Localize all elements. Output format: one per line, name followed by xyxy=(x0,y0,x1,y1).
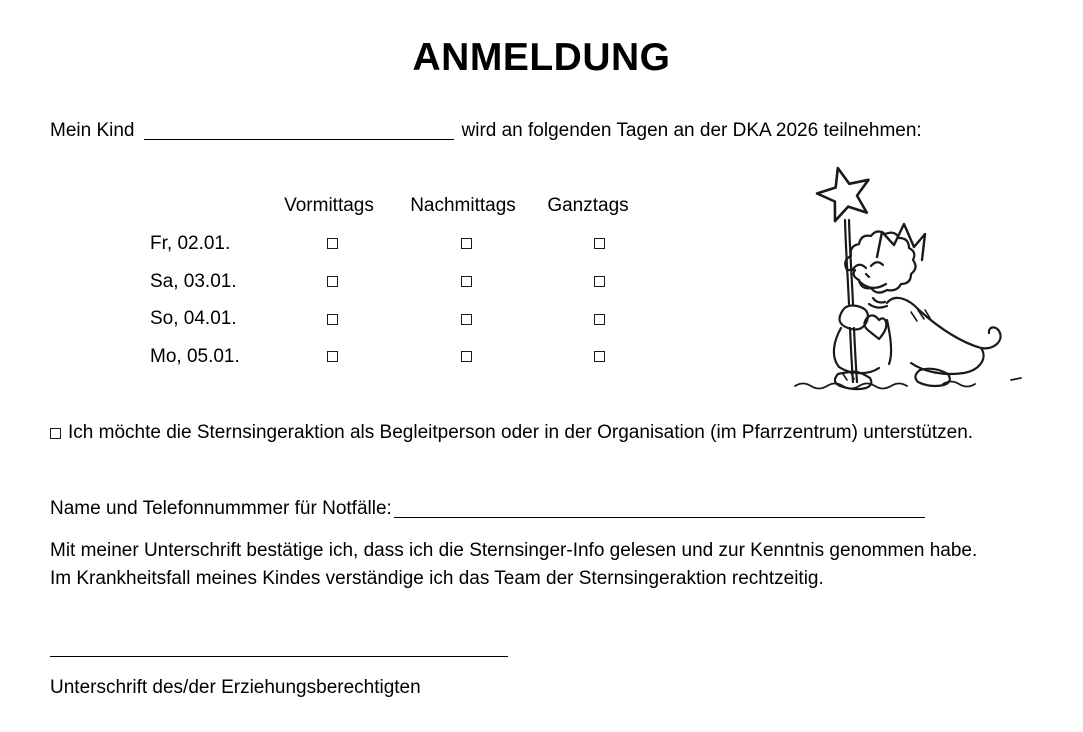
signature-field[interactable] xyxy=(50,656,508,657)
declaration-line-1: Mit meiner Unterschrift bestätige ich, dass ich die Sternsinger-Info gelesen und zur Kenntnis genommen habe. xyxy=(50,540,978,561)
checkbox-fr-nachmittags[interactable] xyxy=(461,238,472,249)
checkbox-so-ganztags[interactable] xyxy=(594,314,605,325)
sternsinger-illustration xyxy=(783,160,1033,395)
checkbox-sa-ganztags[interactable] xyxy=(594,276,605,287)
column-header-vormittags: Vormittags xyxy=(284,195,374,216)
ground-squiggle xyxy=(795,378,1021,389)
child-figure xyxy=(834,224,1001,389)
checkbox-mo-ganztags[interactable] xyxy=(594,351,605,362)
signature-caption: Unterschrift des/der Erziehungsberechtigten xyxy=(50,677,421,698)
child-name-suffix: wird an folgenden Tagen an der DKA 2026 teilnehmen: xyxy=(461,120,922,141)
checkbox-fr-ganztags[interactable] xyxy=(594,238,605,249)
helper-option-label: Ich möchte die Sternsingeraktion als Begleitperson oder in der Organisation (im Pfarrzentrum) unterstützen. xyxy=(68,422,974,443)
emergency-contact-line xyxy=(50,498,925,520)
emergency-contact-field[interactable] xyxy=(394,503,925,518)
day-label-so-0401: So, 04.01. xyxy=(150,308,237,329)
child-name-prefix: Mein Kind xyxy=(50,120,135,141)
checkbox-sa-nachmittags[interactable] xyxy=(461,276,472,287)
page-title: ANMELDUNG xyxy=(412,36,671,79)
day-label-mo-0501: Mo, 05.01. xyxy=(150,346,240,367)
checkbox-so-nachmittags[interactable] xyxy=(461,314,472,325)
checkbox-fr-vormittags[interactable] xyxy=(327,238,338,249)
child-name-line xyxy=(50,120,922,142)
child-name-field[interactable] xyxy=(144,125,454,140)
helper-option-line xyxy=(50,422,973,444)
emergency-contact-label: Name und Telefonnummmer für Notfälle: xyxy=(50,498,392,519)
day-label-sa-0301: Sa, 03.01. xyxy=(150,271,237,292)
checkbox-mo-nachmittags[interactable] xyxy=(461,351,472,362)
declaration-paragraph xyxy=(50,537,977,592)
checkbox-mo-vormittags[interactable] xyxy=(327,351,338,362)
checkbox-begleitperson[interactable] xyxy=(50,428,61,439)
column-header-nachmittags: Nachmittags xyxy=(410,195,516,216)
star-staff-icon xyxy=(817,168,869,382)
day-label-fr-0201: Fr, 02.01. xyxy=(150,233,231,254)
column-header-ganztags: Ganztags xyxy=(547,195,629,216)
checkbox-sa-vormittags[interactable] xyxy=(327,276,338,287)
declaration-line-2: Im Krankheitsfall meines Kindes verständige ich das Team der Sternsingeraktion rechtzeitig. xyxy=(50,567,824,589)
checkbox-so-vormittags[interactable] xyxy=(327,314,338,325)
